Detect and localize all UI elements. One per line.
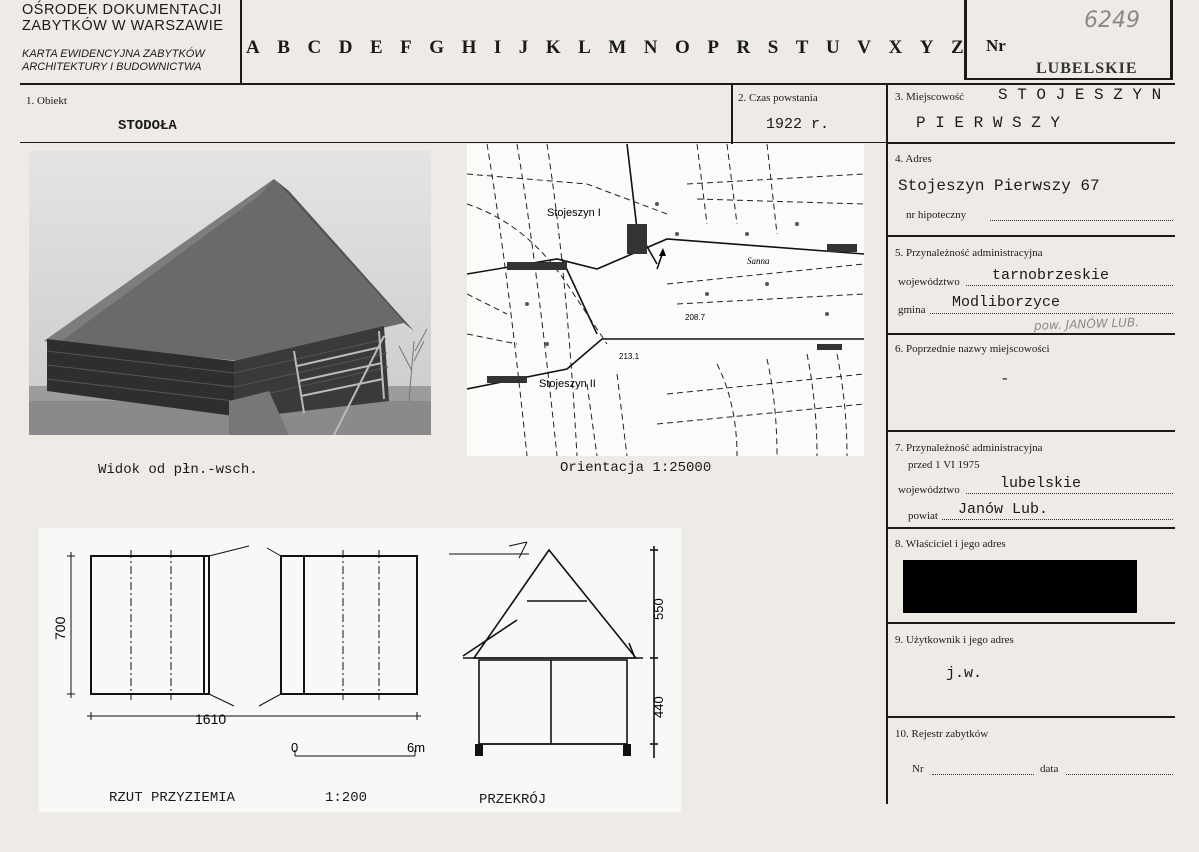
czas-label: 2. Czas powstania <box>738 92 818 104</box>
photo-caption: Widok od płn.-wsch. <box>98 462 258 478</box>
uzytkownik-label: 9. Użytkownik i jego adres <box>895 634 1014 646</box>
poprz-label: 6. Poprzednie nazwy miejscowości <box>895 343 1050 355</box>
letter-o: O <box>675 37 690 58</box>
redacted-owner <box>903 560 1137 613</box>
row1-divider-1 <box>731 84 733 144</box>
letter-y: Y <box>919 37 934 58</box>
header-bottom-rule <box>20 83 1175 85</box>
section-title: PRZEKRÓJ <box>479 792 547 808</box>
letter-j: J <box>518 37 529 58</box>
scale-end: 6m <box>407 740 426 755</box>
wlasciciel-label: 8. Właściciel i jego adres <box>895 538 1006 550</box>
card-type-line-2: ARCHITEKTURY I BUDOWNICTWA <box>22 61 202 73</box>
woj-old-value: lubelskie <box>1000 475 1082 492</box>
woj-dotline <box>966 284 1173 286</box>
map-elevation-2: 213.1 <box>619 352 640 361</box>
map-label-stojeszyn-2: Stojeszyn II <box>539 378 596 390</box>
hipoteczny-dotline <box>990 219 1173 221</box>
hipoteczny-label: nr hipoteczny <box>906 209 967 221</box>
czas-value: 1922 r. <box>766 116 830 133</box>
miejscowosc-value-1: S T O J E S Z Y N <box>998 86 1162 104</box>
letter-k: K <box>545 37 561 58</box>
obiekt-label: 1. Obiekt <box>26 95 67 107</box>
przynal-label: 5. Przynależność administracyjna <box>895 247 1043 259</box>
dim-wall: 440 <box>651 696 666 718</box>
org-line-2: ZABYTKÓW W WARSZAWIE <box>22 18 224 34</box>
letter-z: Z <box>950 37 964 58</box>
letter-r: R <box>736 37 751 58</box>
letter-c: C <box>307 37 322 58</box>
card-type-line-1: KARTA EWIDENCYJNA ZABYTKÓW <box>22 48 205 60</box>
miejscowosc-label: 3. Miejscowość <box>895 91 965 103</box>
letter-i: I <box>493 37 502 58</box>
nr-box-right <box>1170 0 1173 80</box>
nr-box-left <box>964 0 967 80</box>
miejscowosc-value-2: P I E R W S Z Y <box>916 114 1061 132</box>
letter-d: D <box>338 37 353 58</box>
field3-bottom-rule <box>886 142 1175 144</box>
scale-start: 0 <box>291 740 299 755</box>
dim-depth: 700 <box>52 616 68 640</box>
woj-label: województwo <box>898 276 960 288</box>
map-elevation-1: 208.7 <box>685 313 706 322</box>
nr-box-bottom <box>964 78 1173 80</box>
letter-e: E <box>369 37 383 58</box>
classification-letters <box>246 37 964 59</box>
nr-label: Nr <box>986 36 1006 55</box>
powiat-label: powiat <box>908 510 938 522</box>
org-line-1: OŚRODEK DOKUMENTACJI <box>22 2 222 18</box>
letter-x: X <box>888 37 903 58</box>
field6-bottom-rule <box>886 430 1175 432</box>
map-caption: Orientacja 1:25000 <box>560 460 712 476</box>
dim-roof: 550 <box>651 598 666 620</box>
handwritten-number: 6249 <box>1084 8 1140 33</box>
plan-title: RZUT PRZYZIEMIA <box>109 790 236 806</box>
row1-bottom-rule <box>20 142 888 143</box>
letter-n: N <box>643 37 658 58</box>
letter-v: V <box>857 37 871 58</box>
powiat-dotline <box>942 518 1173 520</box>
uzytkownik-value: j.w. <box>946 665 983 682</box>
letter-b: B <box>277 37 290 58</box>
woj-old-label: województwo <box>898 484 960 496</box>
obiekt-value: STODOŁA <box>118 118 177 134</box>
letter-p: P <box>707 37 719 58</box>
adres-label: 4. Adres <box>895 153 932 165</box>
architectural-drawing <box>39 528 681 812</box>
region-stamp: LUBELSKIE <box>1036 60 1138 77</box>
rejestr-nr-dotline <box>932 773 1034 775</box>
przynal-old-sub: przed 1 VI 1975 <box>908 459 980 471</box>
field7-bottom-rule <box>886 527 1175 529</box>
letter-s: S <box>767 37 779 58</box>
letter-h: H <box>461 37 477 58</box>
org-name <box>22 2 223 34</box>
woj-old-dotline <box>966 492 1173 494</box>
dim-width: 1610 <box>195 711 227 727</box>
rejestr-data-label: data <box>1040 763 1059 775</box>
letter-a: A <box>246 37 260 58</box>
barn-photo <box>29 151 431 435</box>
header-divider <box>240 0 242 84</box>
orientation-map <box>467 144 864 456</box>
letter-g: G <box>429 37 445 58</box>
map-label-stojeszyn-1: Stojeszyn I <box>547 207 601 219</box>
letter-u: U <box>825 37 840 58</box>
field4-bottom-rule <box>886 235 1175 237</box>
rejestr-label: 10. Rejestr zabytków <box>895 728 989 740</box>
right-column-divider <box>886 84 888 804</box>
powiat-value: Janów Lub. <box>958 501 1049 518</box>
woj-value: tarnobrzeskie <box>992 267 1110 284</box>
adres-value: Stojeszyn Pierwszy 67 <box>898 177 1100 195</box>
gmina-note: pow. JANÓW LUB. <box>1033 315 1140 333</box>
gmina-dotline <box>930 312 1173 314</box>
letter-t: T <box>795 37 809 58</box>
map-label-sanna: Sanna <box>747 256 770 266</box>
gmina-label: gmina <box>898 304 926 316</box>
field8-bottom-rule <box>886 622 1175 624</box>
field9-bottom-rule <box>886 716 1175 718</box>
poprz-value: - <box>1000 370 1010 388</box>
rejestr-data-dotline <box>1066 773 1173 775</box>
letter-m: M <box>608 37 627 58</box>
plan-scale: 1:200 <box>325 790 368 806</box>
przynal-old-label: 7. Przynależność administracyjna <box>895 442 1043 454</box>
letter-f: F <box>400 37 412 58</box>
letter-l: L <box>578 37 591 58</box>
rejestr-nr-label: Nr <box>912 763 924 775</box>
card-type <box>22 48 205 74</box>
field5-bottom-rule <box>886 333 1175 335</box>
gmina-value: Modliborzyce <box>952 294 1061 311</box>
